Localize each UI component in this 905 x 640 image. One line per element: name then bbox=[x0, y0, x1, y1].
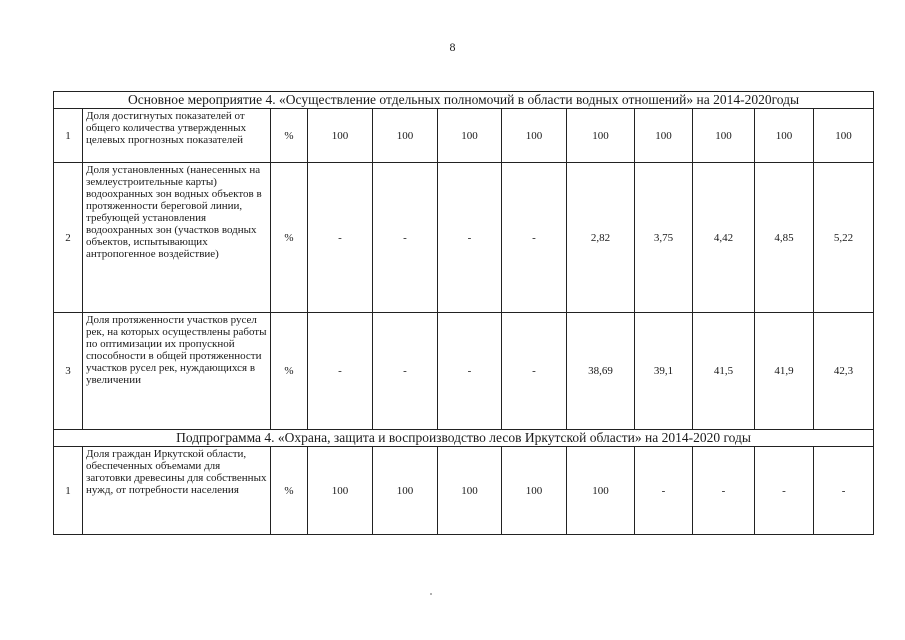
value-cell: - bbox=[502, 163, 567, 313]
value-cell: - bbox=[755, 447, 814, 535]
value-cell: 38,69 bbox=[567, 313, 635, 430]
value-cell: 100 bbox=[502, 109, 567, 163]
value-cell: 2,82 bbox=[567, 163, 635, 313]
table-row bbox=[54, 163, 874, 313]
value-cell: 100 bbox=[373, 447, 438, 535]
row-number: 1 bbox=[54, 447, 83, 535]
row-number: 2 bbox=[54, 163, 83, 313]
value-cell: 100 bbox=[308, 109, 373, 163]
value-cell: - bbox=[308, 313, 373, 430]
value-cell: 100 bbox=[567, 109, 635, 163]
value-cell: 100 bbox=[693, 109, 755, 163]
value-cell: 39,1 bbox=[635, 313, 693, 430]
table-row bbox=[54, 313, 874, 430]
value-cell: 100 bbox=[438, 109, 502, 163]
unit-cell: % bbox=[271, 163, 308, 313]
value-cell: 41,5 bbox=[693, 313, 755, 430]
value-cell: - bbox=[438, 313, 502, 430]
value-cell: - bbox=[635, 447, 693, 535]
scan-speck bbox=[430, 593, 432, 595]
value-cell: 100 bbox=[438, 447, 502, 535]
table-row bbox=[54, 109, 874, 163]
row-number: 3 bbox=[54, 313, 83, 430]
value-cell: - bbox=[814, 447, 874, 535]
value-cell: 3,75 bbox=[635, 163, 693, 313]
section-title: Основное мероприятие 4. «Осуществление отдельных полномочий в области водных отношений» на 2014-2020годы bbox=[54, 92, 874, 109]
value-cell: 100 bbox=[567, 447, 635, 535]
unit-cell: % bbox=[271, 313, 308, 430]
indicator-name: Доля граждан Иркутской области, обеспеченных объемами для заготовки древесины для собственных нужд, от потребности населения bbox=[83, 447, 271, 535]
indicator-name: Доля достигнутых показателей от общего количества утвержденных целевых прогнозных показателей bbox=[83, 109, 271, 163]
value-cell: - bbox=[308, 163, 373, 313]
section-header-row bbox=[54, 430, 874, 447]
value-cell: 100 bbox=[755, 109, 814, 163]
indicator-name: Доля протяженности участков русел рек, на которых осуществлены работы по оптимизации их пропускной способности в общей протяженности участков русел рек, нуждающихся в увеличении bbox=[83, 313, 271, 430]
value-cell: 100 bbox=[308, 447, 373, 535]
value-cell: - bbox=[373, 313, 438, 430]
value-cell: - bbox=[438, 163, 502, 313]
value-cell: 4,85 bbox=[755, 163, 814, 313]
page-number: 8 bbox=[449, 40, 456, 54]
value-cell: 100 bbox=[635, 109, 693, 163]
value-cell: 42,3 bbox=[814, 313, 874, 430]
value-cell: 100 bbox=[373, 109, 438, 163]
value-cell: 41,9 bbox=[755, 313, 814, 430]
value-cell: 4,42 bbox=[693, 163, 755, 313]
section-title: Подпрограмма 4. «Охрана, защита и воспроизводство лесов Иркутской области» на 2014-2020 годы bbox=[54, 430, 874, 447]
value-cell: 5,22 bbox=[814, 163, 874, 313]
unit-cell: % bbox=[271, 447, 308, 535]
value-cell: 100 bbox=[814, 109, 874, 163]
value-cell: - bbox=[693, 447, 755, 535]
section-header-row bbox=[54, 92, 874, 109]
value-cell: 100 bbox=[502, 447, 567, 535]
indicator-name: Доля установленных (нанесенных на землеустроительные карты) водоохранных зон водных объектов в протяженности береговой линии, требующей установления водоохранных зон (участков водных объектов, испытывающих антропогенное воздействие) bbox=[83, 163, 271, 313]
table-row bbox=[54, 447, 874, 535]
indicators-table bbox=[53, 91, 874, 535]
unit-cell: % bbox=[271, 109, 308, 163]
row-number: 1 bbox=[54, 109, 83, 163]
value-cell: - bbox=[502, 313, 567, 430]
value-cell: - bbox=[373, 163, 438, 313]
